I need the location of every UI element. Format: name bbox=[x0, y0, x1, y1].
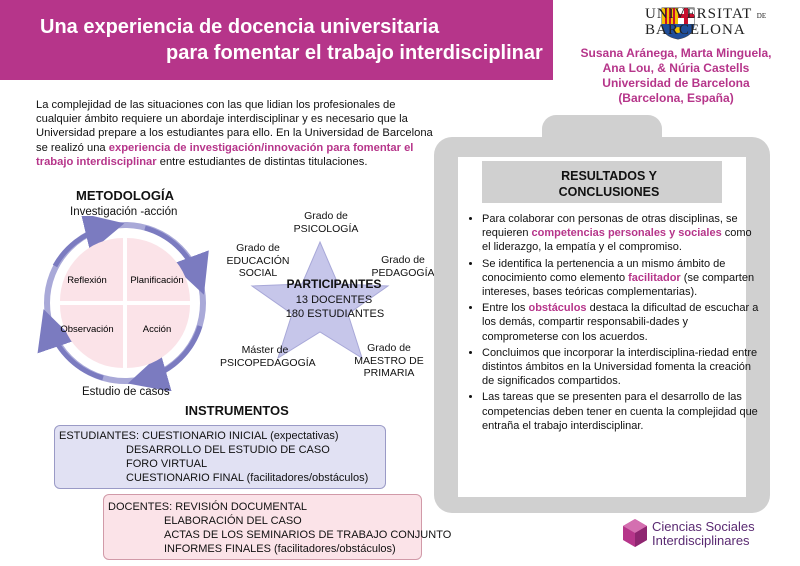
metodologia-top-label: Investigación -acción bbox=[70, 206, 178, 218]
resultado-item: • Para colaborar con personas de otras disciplinas, se requieren competencias personales y sociales como el liderazgo, la empatía y el compromiso. bbox=[482, 212, 762, 255]
grado-maestro-primaria: Grado de MAESTRO DE PRIMARIA bbox=[354, 342, 424, 379]
participantes-title: PARTICIPANTES bbox=[286, 277, 382, 291]
instrument-item: FORO VIRTUAL bbox=[126, 458, 208, 470]
resultado-item: • Se identifica la pertenencia a un mismo ámbito de conocimiento como elemento facilitador (se comparten intereses, bases teóricas complementarias). bbox=[482, 257, 762, 300]
instrument-item: DESARROLLO DEL ESTUDIO DE CASO bbox=[126, 444, 330, 456]
university-name-prefix: UNIVERSITAT DE bbox=[645, 6, 767, 22]
quadrant-reflexion: Reflexión bbox=[67, 275, 107, 286]
resultados-title: RESULTADOS Y CONCLUSIONES bbox=[558, 169, 660, 199]
resultado-item: • Las tareas que se presenten para el desarrollo de las competencias deben tener en cuenta la complejidad que entraña el trabajo interdisciplinar. bbox=[482, 390, 762, 433]
title-line-2: para fomentar el trabajo interdisciplinar bbox=[166, 42, 543, 64]
grado-psicologia: Grado de PSICOLOGÍA bbox=[293, 210, 359, 235]
teachers-instruments-box bbox=[103, 494, 452, 560]
resultado-item: • Entre los obstáculos destaca la dificultad de escuchar a los demás, compartir responsabili-dades y comprometerse con los acuerdos. bbox=[482, 301, 762, 344]
instrument-item: CUESTIONARIO FINAL (facilitadores/obstáculos) bbox=[126, 472, 369, 484]
quadrant-planificacion: Planificación bbox=[130, 275, 184, 286]
instrumentos-title: INSTRUMENTOS bbox=[185, 403, 289, 418]
header-banner bbox=[0, 0, 553, 80]
instrument-item: ESTUDIANTES: CUESTIONARIO INICIAL (expectativas) bbox=[59, 430, 339, 442]
participantes-estudiantes: 180 ESTUDIANTES bbox=[285, 308, 385, 320]
affiliation-line: (Barcelona, España) bbox=[618, 91, 734, 105]
resultados-list bbox=[468, 212, 762, 435]
intro-paragraph: La complejidad de las situaciones con las que lidian los profesionales de cualquier ámbito requiere un abordaje interdisciplinar y es necesario que la Universidad prepare a los estudiantes para ello. En la Universidad de Barcelona se realizó una experiencia de investigación/innovación para fomentar el trabajo interdisciplinar entre estudiantes de distintas titulaciones. bbox=[36, 99, 433, 168]
authors-block bbox=[556, 46, 796, 106]
affiliation-line: Universidad de Barcelona bbox=[602, 76, 750, 90]
authors-line: Ana Lou, & Núria Castells bbox=[602, 61, 750, 75]
university-name-city: BARCELONA bbox=[645, 22, 746, 38]
grado-educacion-social: Grado de EDUCACIÓN SOCIAL bbox=[226, 242, 290, 279]
participantes-docentes: 13 DOCENTES bbox=[295, 294, 373, 306]
title-line-1: Una experiencia de docencia universitaria bbox=[40, 16, 440, 38]
ciencias-sociales-logo-text: Ciencias Sociales Interdisciplinares bbox=[652, 519, 755, 548]
quadrant-accion: Acción bbox=[142, 324, 172, 335]
instrument-item: ACTAS DE LOS SEMINARIOS DE TRABAJO CONJUNTO bbox=[164, 529, 452, 541]
master-psicopedagogia: Máster de PSICOPEDAGOGÍA bbox=[220, 344, 316, 369]
metodologia-title: METODOLOGÍA bbox=[76, 188, 174, 203]
intro-highlight: experiencia de investigación/innovación para fomentar el trabajo interdisciplinar bbox=[36, 141, 414, 168]
instrument-item: INFORMES FINALES (facilitadores/obstáculos) bbox=[164, 543, 396, 555]
instrument-item: ELABORACIÓN DEL CASO bbox=[164, 515, 302, 527]
metodologia-bottom-label: Estudio de casos bbox=[82, 386, 170, 398]
ciencias-sociales-logo-icon bbox=[622, 518, 648, 548]
research-cycle-diagram bbox=[35, 216, 215, 391]
grado-pedagogia: Grado de PEDAGOGÍA bbox=[371, 254, 435, 279]
authors-line: Susana Aránega, Marta Minguela, bbox=[580, 46, 772, 60]
quadrant-observacion: Observación bbox=[60, 324, 114, 335]
resultado-item: • Concluimos que incorporar la interdisciplina-riedad entre distintos ámbitos en la Universidad fomenta la creación de significados compartidos. bbox=[482, 346, 762, 389]
students-instruments-box bbox=[54, 425, 386, 489]
instrument-item: DOCENTES: REVISIÓN DOCUMENTAL bbox=[108, 501, 308, 513]
